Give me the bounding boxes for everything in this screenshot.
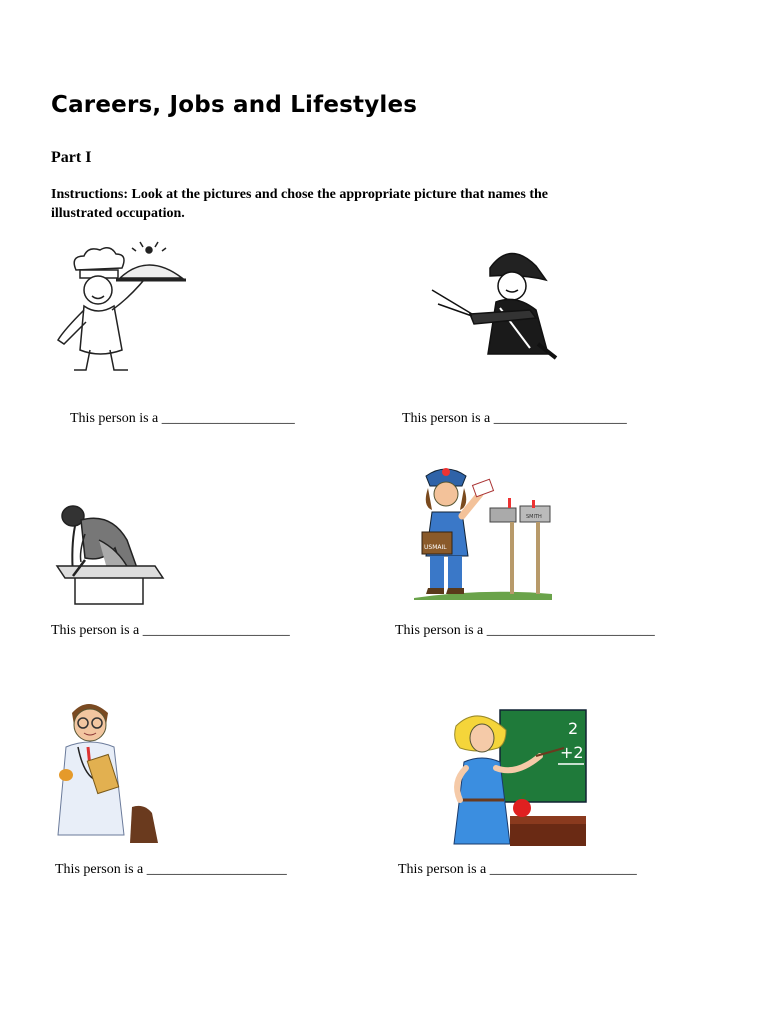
chalkboard-addend: +2	[560, 743, 584, 762]
instructions-text: Instructions: Look at the pictures and chose the appropriate picture that names the illustrated occupation.	[51, 187, 549, 221]
section-heading: Part I	[51, 149, 92, 166]
firefighter-icon	[430, 244, 560, 362]
caption-carpenter: This person is a _____________________	[51, 623, 290, 638]
caption-teacher: This person is a _____________________	[398, 862, 637, 877]
mailbag-label: USMAIL	[424, 544, 447, 551]
caption-firefighter: This person is a ___________________	[402, 411, 627, 426]
page-title: Careers, Jobs and Lifestyles	[51, 92, 418, 118]
chalkboard-number: 2	[568, 719, 579, 738]
caption-chef: This person is a ___________________	[70, 411, 295, 426]
carpenter-icon	[55, 500, 167, 608]
mail-carrier-icon	[412, 460, 562, 602]
mailbox-label: SMITH	[526, 514, 542, 520]
caption-mail-carrier: This person is a ________________________	[395, 623, 655, 638]
doctor-icon	[52, 695, 164, 845]
teacher-icon	[444, 708, 589, 848]
chef-icon	[54, 240, 189, 378]
caption-doctor: This person is a ____________________	[55, 862, 287, 877]
